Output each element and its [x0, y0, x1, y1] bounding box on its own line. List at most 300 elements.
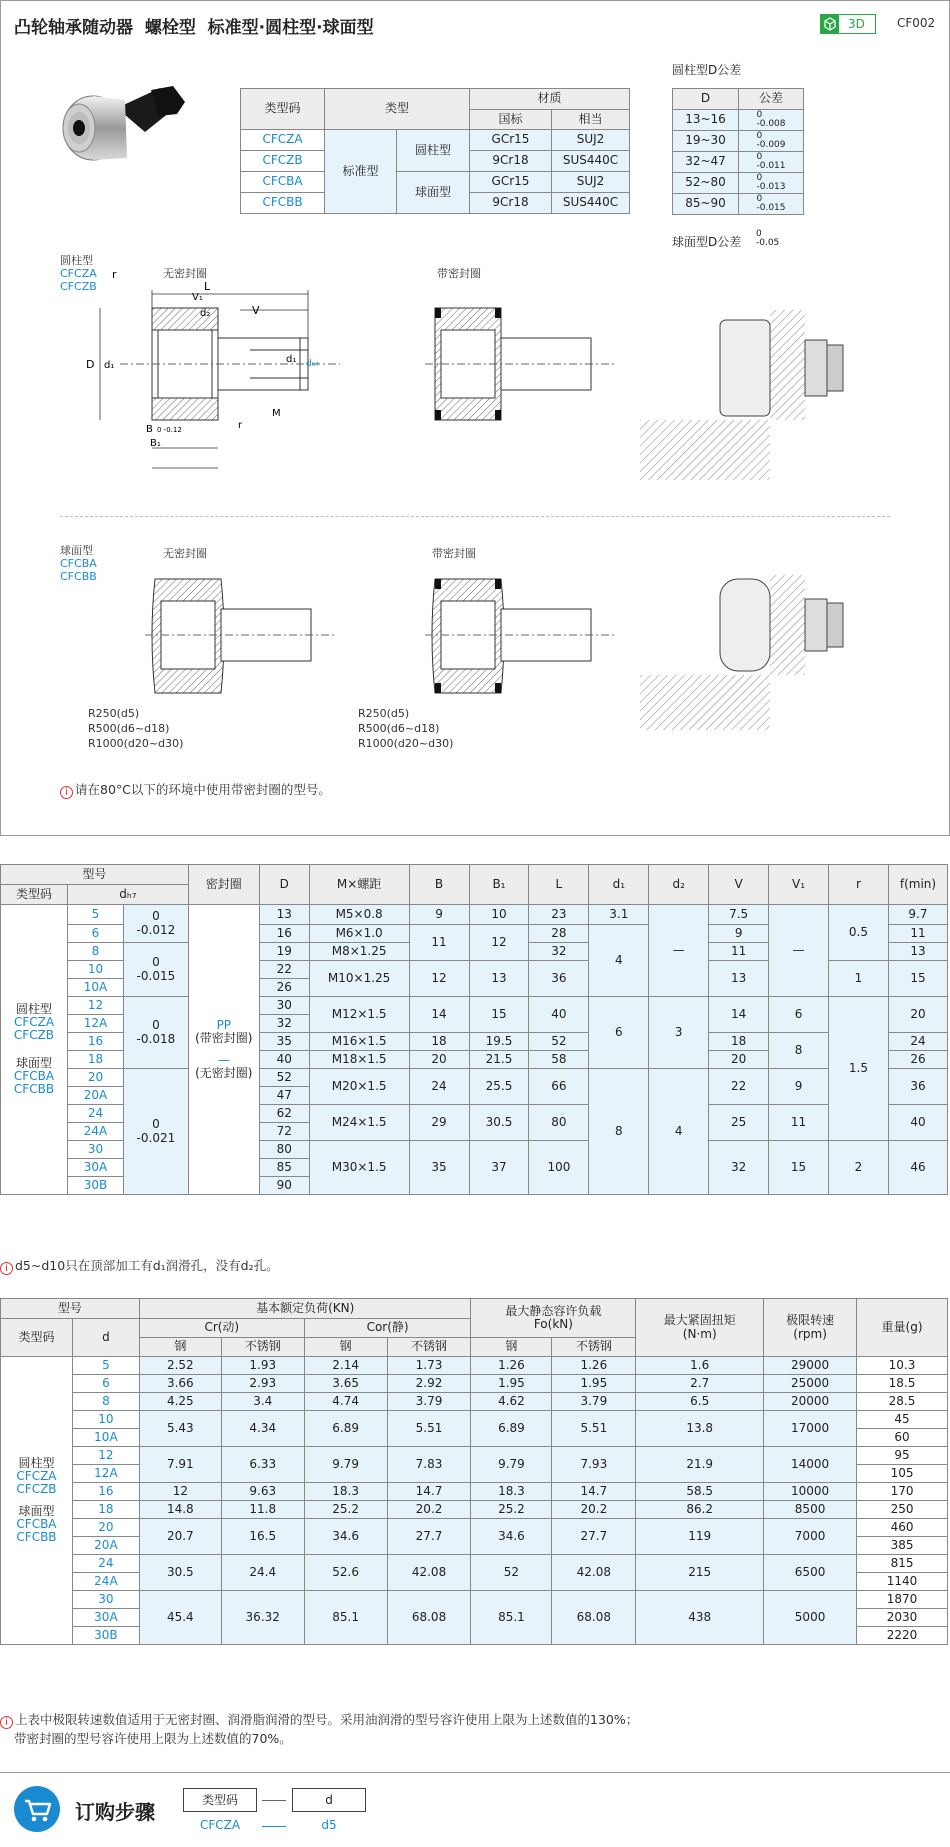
mt-code: CFCBA: [241, 172, 325, 193]
t2-cell: 25.2: [471, 1501, 552, 1519]
product-code: CF002: [897, 16, 936, 30]
t2-cell: 1.6: [636, 1357, 764, 1375]
t2-speed-header: 极限转速 (rpm): [764, 1299, 857, 1357]
t2-cell: 6: [72, 1375, 139, 1393]
t1-cell: 25: [709, 1105, 769, 1141]
t1-L-header: L: [529, 865, 589, 905]
t1-cell: M8×1.25: [309, 943, 409, 961]
mt-code: CFCZA: [241, 130, 325, 151]
t2-cell: 5.51: [387, 1411, 471, 1447]
t1-cell: M20×1.5: [309, 1069, 409, 1105]
t2-cell: 10.3: [857, 1357, 948, 1375]
dt-tol: 0 -0.015: [739, 194, 804, 215]
t1-cell: 8: [769, 1033, 829, 1069]
mt-gb: 9Cr18: [470, 151, 552, 172]
t1-cell: 11: [409, 925, 469, 961]
t1-r-header: r: [829, 865, 889, 905]
t2-cell: 3.4: [221, 1393, 304, 1411]
t1-cell: 13: [709, 961, 769, 997]
t1-cell: 9.7: [888, 905, 947, 925]
t1-cell: 32: [529, 943, 589, 961]
sph-drawing: [145, 575, 345, 710]
t2-cell: 8: [72, 1393, 139, 1411]
t1-d2-header: d₂: [649, 865, 709, 905]
t2-cell: 68.08: [387, 1591, 471, 1645]
t1-B1-header: B₁: [469, 865, 529, 905]
t2-cell: 5.43: [139, 1411, 221, 1447]
no-seal-label-2: 无密封圈: [163, 547, 207, 560]
t1-cell: 100: [529, 1141, 589, 1195]
t2-cell: 7.91: [139, 1447, 221, 1483]
order-title: 订购步骤: [75, 1800, 155, 1824]
mt-code-header: 类型码: [241, 89, 325, 130]
t2-cell: 42.08: [387, 1555, 471, 1591]
t2-cell: 6.5: [636, 1393, 764, 1411]
t1-cell: 9: [409, 905, 469, 925]
t2-cell: 5: [72, 1357, 139, 1375]
dt-d: 85~90: [673, 194, 739, 215]
dt-d: 52~80: [673, 173, 739, 194]
t2-cell: 170: [857, 1483, 948, 1501]
t1-D-header: D: [259, 865, 309, 905]
load-table: [0, 1298, 948, 1645]
t1-cell: M12×1.5: [309, 997, 409, 1033]
t2-cell: 36.32: [221, 1591, 304, 1645]
dt-tol: 0 -0.013: [739, 173, 804, 194]
mt-code: CFCBB: [241, 193, 325, 214]
svg-text:B: B: [146, 424, 153, 435]
t1-d: 12: [67, 997, 123, 1015]
t1-f-header: f(min): [888, 865, 947, 905]
t1-cell: 11: [888, 925, 947, 943]
t2-cell: 68.08: [552, 1591, 636, 1645]
t2-torque-header: 最大紧固扭矩 (N·m): [636, 1299, 764, 1357]
t1-cell: 20: [709, 1051, 769, 1069]
sph-tol-value: 0 -0.05: [756, 229, 780, 248]
dt-tol-header: 公差: [739, 89, 804, 110]
t2-cell: 6500: [764, 1555, 857, 1591]
t2-cell: 20.7: [139, 1519, 221, 1555]
t2-type: 圆柱型 CFCZA CFCZB 球面型 CFCBA CFCBB: [1, 1357, 73, 1645]
t1-cell: 46: [888, 1141, 947, 1195]
t1-cell: 13: [469, 961, 529, 997]
t2-cell: 2030: [857, 1609, 948, 1627]
t1-d: 8: [67, 943, 123, 961]
t1-cell: 12: [409, 961, 469, 997]
t2-cell: 3.66: [139, 1375, 221, 1393]
t1-seal: PP (带密封圈) — (无密封圈): [188, 905, 259, 1195]
t1-cell: 6: [769, 997, 829, 1033]
3d-label: 3D: [848, 17, 865, 31]
t1-cell: 36: [529, 961, 589, 997]
t2-cell: 1.93: [221, 1357, 304, 1375]
t2-cell: 17000: [764, 1411, 857, 1447]
t1-cell: 62: [259, 1105, 309, 1123]
info-icon: i: [0, 1716, 13, 1729]
t2-cell: 18.3: [471, 1483, 552, 1501]
t1-cell: 9: [769, 1069, 829, 1105]
t1-B-header: B: [409, 865, 469, 905]
cube-icon: [821, 15, 839, 33]
mt-gb: GCr15: [470, 130, 552, 151]
t1-cell: 20: [409, 1051, 469, 1069]
t1-cell: 37: [469, 1141, 529, 1195]
t1-cell: 22: [709, 1069, 769, 1105]
t2-cell: 5000: [764, 1591, 857, 1645]
t2-steel: 钢: [304, 1338, 387, 1357]
t1-tol: 0 -0.021: [123, 1069, 188, 1195]
t1-cell: 36: [888, 1069, 947, 1105]
svg-text:V: V: [252, 304, 260, 317]
t2-cell: 16: [72, 1483, 139, 1501]
t1-cell: 15: [469, 997, 529, 1033]
t1-tol: 0 -0.018: [123, 997, 188, 1069]
t1-cell: M5×0.8: [309, 905, 409, 925]
sph-radius-nos: R250(d5) R500(d6~d18) R1000(d20~d30): [88, 707, 184, 750]
t2-cell: 21.9: [636, 1447, 764, 1483]
t2-cell: 3.79: [387, 1393, 471, 1411]
t1-cell: 90: [259, 1177, 309, 1195]
t2-cell: 85.1: [304, 1591, 387, 1645]
t1-type: 圆柱型 CFCZA CFCZB 球面型 CFCBA CFCBB: [1, 905, 68, 1195]
t1-cell: 13: [888, 943, 947, 961]
dt-tol: 0 -0.011: [739, 152, 804, 173]
sph-type-label: 球面型 CFCBA CFCBB: [60, 544, 97, 583]
t2-cell: 24A: [72, 1573, 139, 1591]
info-icon: i: [0, 1262, 13, 1275]
speed-note: i 上表中极限转速数值适用于无密封圈、润滑脂润滑的型号。采用油润滑的型号容许使用上限为上述数值的130%； 带密封圈的型号容许使用上限为上述数值的70%。: [0, 1710, 638, 1748]
mt-eq: SUJ2: [552, 130, 630, 151]
t2-cell: 9.79: [471, 1447, 552, 1483]
t1-d: 10A: [67, 979, 123, 997]
t2-cell: 11.8: [221, 1501, 304, 1519]
dt-tol: 0 -0.008: [739, 110, 804, 131]
t2-cell: 85.1: [471, 1591, 552, 1645]
cyl-installation-diagram: [640, 310, 890, 485]
t1-cell: 16: [259, 925, 309, 943]
t2-cell: 30: [72, 1591, 139, 1609]
t2-cell: 460: [857, 1519, 948, 1537]
t2-cell: 7000: [764, 1519, 857, 1555]
t1-cell: 23: [529, 905, 589, 925]
t1-cell: 13: [259, 905, 309, 925]
t2-cell: 18.5: [857, 1375, 948, 1393]
t2-cell: 215: [636, 1555, 764, 1591]
mt-eq: SUS440C: [552, 151, 630, 172]
svg-text:V₁: V₁: [192, 292, 203, 303]
t1-cell: 19.5: [469, 1033, 529, 1051]
t1-d: 5: [67, 905, 123, 925]
t2-cell: 4.25: [139, 1393, 221, 1411]
t1-cell: 6: [589, 997, 649, 1069]
svg-text:D: D: [86, 358, 95, 371]
t2-cell: 12: [139, 1483, 221, 1501]
t2-cell: 24.4: [221, 1555, 304, 1591]
dt-d: 32~47: [673, 152, 739, 173]
t2-cell: 13.8: [636, 1411, 764, 1447]
mt-gb: 9Cr18: [470, 193, 552, 214]
t1-cell: 11: [709, 943, 769, 961]
mt-code: CFCZB: [241, 151, 325, 172]
d-tol-table: [672, 88, 804, 215]
t1-d: 30A: [67, 1159, 123, 1177]
t2-cell: 5.51: [552, 1411, 636, 1447]
t1-cell: 80: [259, 1141, 309, 1159]
t2-cell: 3.79: [552, 1393, 636, 1411]
t1-cell: 7.5: [709, 905, 769, 925]
t2-cell: 4.34: [221, 1411, 304, 1447]
t2-cell: 6.33: [221, 1447, 304, 1483]
mt-eq: SUS440C: [552, 193, 630, 214]
t2-cell: 1.26: [471, 1357, 552, 1375]
t1-d: 24: [67, 1105, 123, 1123]
t2-cell: 45: [857, 1411, 948, 1429]
t1-cell: 8: [589, 1069, 649, 1195]
t1-cell: 30.5: [469, 1105, 529, 1141]
t1-cell: 47: [259, 1087, 309, 1105]
svg-text:0 -0.12: 0 -0.12: [157, 426, 182, 434]
t2-cell: 105: [857, 1465, 948, 1483]
t2-cell: 385: [857, 1537, 948, 1555]
order-dash: [262, 1800, 286, 1801]
t2-cell: 1.95: [552, 1375, 636, 1393]
t1-V1-header: V₁: [769, 865, 829, 905]
t2-cell: 1.95: [471, 1375, 552, 1393]
t2-cell: 14.7: [387, 1483, 471, 1501]
info-icon: i: [60, 786, 73, 799]
t2-cell: 30B: [72, 1627, 139, 1645]
t1-seal-header: 密封圈: [188, 865, 259, 905]
sph-radius-s: R250(d5) R500(d6~d18) R1000(d20~d30): [358, 707, 454, 750]
t1-cell: 32: [709, 1141, 769, 1195]
t1-cell: 35: [409, 1141, 469, 1195]
t2-cell: 1870: [857, 1591, 948, 1609]
t2-cell: 2.52: [139, 1357, 221, 1375]
t1-cell: 52: [259, 1069, 309, 1087]
t1-cell: 15: [888, 961, 947, 997]
cyl-type-label: 圆柱型 CFCZA CFCZB: [60, 254, 97, 293]
mt-sph: 球面型: [397, 172, 470, 214]
t1-cell: 20: [888, 997, 947, 1033]
mt-equiv-header: 相当: [552, 110, 630, 130]
svg-text:B₁: B₁: [150, 438, 161, 449]
t1-cell: 1.5: [829, 997, 889, 1141]
t1-cell: 40: [529, 997, 589, 1033]
t1-cell: 0.5: [829, 905, 889, 961]
t1-cell: 25.5: [469, 1069, 529, 1105]
t2-cell: 2220: [857, 1627, 948, 1645]
t2-cell: 4.74: [304, 1393, 387, 1411]
t1-d1-header: d₁: [589, 865, 649, 905]
t2-ss: 不锈钢: [552, 1338, 636, 1357]
t1-cell: 3.1: [589, 905, 649, 925]
t2-cell: 60: [857, 1429, 948, 1447]
t2-cell: 119: [636, 1519, 764, 1555]
t2-cell: 1140: [857, 1573, 948, 1591]
t1-d: 10: [67, 961, 123, 979]
t2-cell: 250: [857, 1501, 948, 1519]
t2-cell: 8500: [764, 1501, 857, 1519]
seal-temperature-note: i 请在80°C以下的环境中使用带密封圈的型号。: [60, 780, 331, 799]
mt-eq: SUJ2: [552, 172, 630, 193]
t1-cell: 72: [259, 1123, 309, 1141]
t2-cell: 2.14: [304, 1357, 387, 1375]
svg-text:L: L: [204, 280, 211, 293]
t2-cell: 20A: [72, 1537, 139, 1555]
t2-cell: 7.83: [387, 1447, 471, 1483]
t2-cell: 9.63: [221, 1483, 304, 1501]
dt-d-header: D: [673, 89, 739, 110]
t1-cell: 19: [259, 943, 309, 961]
t1-code-header: 类型码: [1, 885, 68, 905]
t2-cell: 4.62: [471, 1393, 552, 1411]
cyl-drawing-sealed: [425, 300, 625, 460]
t2-cell: 34.6: [471, 1519, 552, 1555]
t2-code-header: 类型码: [1, 1319, 73, 1357]
t1-V-header: V: [709, 865, 769, 905]
t1-cell: 26: [888, 1051, 947, 1069]
svg-text:r: r: [238, 420, 243, 431]
t2-cell: 25000: [764, 1375, 857, 1393]
t2-cell: 34.6: [304, 1519, 387, 1555]
t1-cell: 22: [259, 961, 309, 979]
svg-text:d₁: d₁: [104, 360, 115, 371]
t2-cell: 95: [857, 1447, 948, 1465]
t1-cell: 15: [769, 1141, 829, 1195]
with-seal-label-1: 带密封圈: [437, 267, 481, 280]
t2-cell: 58.5: [636, 1483, 764, 1501]
t2-cell: 1.26: [552, 1357, 636, 1375]
t1-d: 30: [67, 1141, 123, 1159]
t2-cell: 25.2: [304, 1501, 387, 1519]
t1-d: 20: [67, 1069, 123, 1087]
t2-cell: 29000: [764, 1357, 857, 1375]
t1-cell: M18×1.5: [309, 1051, 409, 1069]
t2-model-header: 型号: [1, 1299, 140, 1319]
t1-dh7-header: dₕ₇: [67, 885, 188, 905]
mt-gb-header: 国标: [470, 110, 552, 130]
t1-cell: 24: [409, 1069, 469, 1105]
t1-cell: 18: [709, 1033, 769, 1051]
t2-cell: 30.5: [139, 1555, 221, 1591]
t1-cell: 21.5: [469, 1051, 529, 1069]
t2-cell: 24: [72, 1555, 139, 1573]
t1-cell: 32: [259, 1015, 309, 1033]
t2-cell: 30A: [72, 1609, 139, 1627]
t2-cell: 10000: [764, 1483, 857, 1501]
t2-cell: 6.89: [304, 1411, 387, 1447]
t2-cell: 6.89: [471, 1411, 552, 1447]
t1-d: 12A: [67, 1015, 123, 1033]
t2-cr-header: Cr(动): [139, 1319, 304, 1338]
product-photo: [55, 80, 190, 173]
t1-cell: M10×1.25: [309, 961, 409, 997]
t2-cell: 10: [72, 1411, 139, 1429]
t2-fo-header: 最大静态容许负载 Fo(kN): [471, 1299, 636, 1338]
t1-cell: 40: [888, 1105, 947, 1141]
mt-standard: 标准型: [325, 130, 397, 214]
t2-cell: 12A: [72, 1465, 139, 1483]
t2-cell: 20000: [764, 1393, 857, 1411]
t1-d: 24A: [67, 1123, 123, 1141]
t1-cell: 4: [589, 925, 649, 997]
t2-cell: 1.73: [387, 1357, 471, 1375]
svg-text:M: M: [272, 408, 281, 419]
t1-d: 16: [67, 1033, 123, 1051]
t1-cell: 28: [529, 925, 589, 943]
t2-cor-header: Cor(静): [304, 1319, 471, 1338]
svg-text:d₂: d₂: [200, 308, 211, 319]
t1-cell: —: [769, 905, 829, 997]
t2-cell: 2.7: [636, 1375, 764, 1393]
with-seal-label-2: 带密封圈: [432, 547, 476, 560]
t1-d: 6: [67, 925, 123, 943]
t2-cell: 12: [72, 1447, 139, 1465]
t2-cell: 52.6: [304, 1555, 387, 1591]
t1-cell: 52: [529, 1033, 589, 1051]
t1-cell: M6×1.0: [309, 925, 409, 943]
t2-cell: 27.7: [552, 1519, 636, 1555]
t2-cell: 20.2: [552, 1501, 636, 1519]
t1-cell: 58: [529, 1051, 589, 1069]
t1-cell: 14: [709, 997, 769, 1033]
t2-cell: 3.65: [304, 1375, 387, 1393]
t2-cell: 42.08: [552, 1555, 636, 1591]
t1-cell: 26: [259, 979, 309, 997]
t2-cell: 815: [857, 1555, 948, 1573]
t1-d: 18: [67, 1051, 123, 1069]
order-box-code: 类型码: [183, 1788, 257, 1812]
section-divider: [60, 516, 890, 517]
t1-cell: 12: [469, 925, 529, 961]
t1-cell: 30: [259, 997, 309, 1015]
t1-cell: 1: [829, 961, 889, 997]
order-example-code: CFCZA: [199, 1818, 241, 1832]
t1-M-header: M×螺距: [309, 865, 409, 905]
t2-cell: 28.5: [857, 1393, 948, 1411]
sph-drawing-sealed: [425, 575, 625, 710]
t2-weight-header: 重量(g): [857, 1299, 948, 1357]
t2-cell: 2.92: [387, 1375, 471, 1393]
t2-steel: 钢: [471, 1338, 552, 1357]
t2-cell: 14000: [764, 1447, 857, 1483]
sph-installation-diagram: [640, 575, 890, 735]
t1-cell: 18: [409, 1033, 469, 1051]
dt-d: 13~16: [673, 110, 739, 131]
dimension-table: [0, 864, 948, 1195]
t2-cell: 2.93: [221, 1375, 304, 1393]
t1-model-header: 型号: [1, 865, 189, 885]
t2-cell: 9.79: [304, 1447, 387, 1483]
cart-icon: [14, 1786, 60, 1832]
t2-cell: 20: [72, 1519, 139, 1537]
t2-steel: 钢: [139, 1338, 221, 1357]
t2-cell: 7.93: [552, 1447, 636, 1483]
t1-cell: 4: [649, 1069, 709, 1195]
t1-cell: 66: [529, 1069, 589, 1105]
t2-cell: 52: [471, 1555, 552, 1591]
mt-gb: GCr15: [470, 172, 552, 193]
no-seal-label-1: 无密封圈: [163, 267, 207, 280]
t2-cell: 14.7: [552, 1483, 636, 1501]
svg-text:r: r: [112, 268, 117, 281]
t2-cell: 10A: [72, 1429, 139, 1447]
t1-cell: M24×1.5: [309, 1105, 409, 1141]
order-example-dash: [262, 1826, 286, 1827]
t1-tol: 0 -0.015: [123, 943, 188, 997]
3d-button[interactable]: [820, 14, 876, 34]
t2-cell: 438: [636, 1591, 764, 1645]
